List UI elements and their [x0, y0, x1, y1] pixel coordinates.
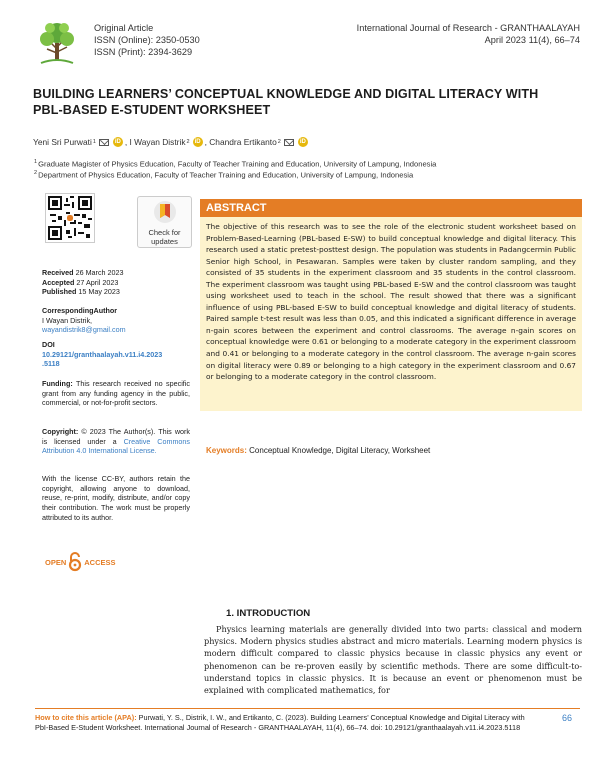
check-for-updates-badge[interactable]: Check for updates [137, 196, 192, 248]
open-access-text-a: OPEN [45, 557, 67, 567]
doi-link[interactable]: 10.29121/granthaalayah.v11.i4.2023 .5118 [42, 349, 163, 369]
article-title: BUILDING LEARNERS’ CONCEPTUAL KNOWLEDGE AND DIGITAL LITERACY WITH PBL-BASED E-STUDENT WORKSHEET [33, 87, 539, 117]
issn-online: ISSN (Online): 2350-0530 [94, 35, 200, 45]
email-icon[interactable] [99, 139, 109, 146]
corresponding-author: CorrespondingAuthor I Wayan Distrik, wayandistrik8@gmail.com [42, 306, 190, 335]
dates-block: Received 26 March 2023 Accepted 27 April 2023 Published 15 May 2023 [42, 268, 124, 297]
copyright-block: Copyright: © 2023 The Author(s). This work is licensed under a Creative Commons Attribution 4.0 International License. [42, 427, 191, 456]
open-access-text-b: ACCESS [84, 557, 116, 567]
doi-block: DOI 10.29121/granthaalayah.v11.i4.2023 .5118 [42, 340, 190, 369]
citation-block [35, 713, 535, 734]
abstract-heading: ABSTRACT [200, 199, 582, 217]
keywords-text: Conceptual Knowledge, Digital Literacy, Worksheet [249, 446, 431, 455]
section-heading-introduction: 1. INTRODUCTION [226, 608, 311, 619]
footer-divider [35, 708, 580, 709]
affiliation-2: $^2$Department of Physics Education, Faculty of Teacher Training and Education, University of Lampung, Indonesia [34, 170, 414, 180]
abstract-text: The objective of this research was to see the role of the electronic student worksheet based on Problem-Based-Learning (PBL-based E-SW) to build conceptual knowledge and digital literacy. This research used a static pretest-posttest design. The population was students in Padangcermin Public Senior high School, in Pesawaran. Samples were taken by cluster random sampling, and they consisted of 35 students in the experiment classroom and 35 students in the control classroom. The experiment classroom was taught using PBL-based E-SW and the control classroom was taught using worksheet used to teach in the school. The result showed that there was a significant influence of using PBL-based E-SW to build conceptual knowledge and digital literacy of students. Paired sample t-test result was less than 0.05, and this indicated a significant difference in average n-gain scores between the experiment and control classrooms. The average n-gain scores on conceptual knowledge were 0.61 or belonging to a moderate category in the experiment classroom and 0.41 or belonging to a moderate category in the control classroom. The average n-gain scores on digital literacy were 0.89 or belonging to a high category in the experiment classroom and 0.67 or belonging to a moderate category in the control classroom. [206, 222, 576, 382]
introduction-text: Physics learning materials are generally divided into two parts: classical and modern physics. Modern physics studies abstract and micro materials. Learning modern physics is modern difficult compared to classic physics because in classic physics any event or phenomenon can be re-proven easily by scientific methods. There are some difficult-to-understand topics in classic physics. It is because an event or phenomenon must be explained with complicated mathematics, for [204, 624, 582, 696]
citation-label: How to cite this article (APA): [35, 713, 137, 722]
header-right [357, 22, 580, 46]
email-icon[interactable] [284, 139, 294, 146]
issn-print: ISSN (Print): 2394-3629 [94, 47, 193, 57]
license-link[interactable]: Creative Commons Attribution 4.0 International License. [42, 436, 191, 456]
citation-text: Purwati, Y. S., Distrik, I. W., and Ertikanto, C. (2023). Building Learners’ Conceptual Knowledge and Digital Literacy with PbI-Based E-Student Worksheet. International Journal of Research - GRANTHAALAYAH, 11(4), 66–74. doi: 10.29121/granthaalayah.v11.i4.2023.5118 [35, 713, 525, 733]
orcid-icon[interactable]: iD [299, 139, 306, 145]
page-number: 66 [562, 713, 573, 723]
header-left [94, 22, 200, 58]
issue-info: April 2023 11(4), 66–74 [484, 35, 580, 45]
author-name: , Chandra Ertikanto [204, 137, 277, 147]
orcid-icon[interactable]: iD [114, 139, 121, 145]
article-type: Original Article [94, 23, 154, 33]
qr-code[interactable] [45, 193, 95, 243]
keywords [206, 446, 430, 455]
journal-logo [35, 19, 79, 67]
author-name: Yeni Sri Purwati [33, 137, 92, 147]
author-list: Yeni Sri Purwati 1 iD , I Wayan Distrik 2 iD , Chandra Ertikanto 2 iD [33, 137, 306, 147]
funding-block: Funding: This research received no specific grant from any funding agency in the public, commercial, or not-for-profit sectors. [42, 379, 190, 408]
keywords-label: Keywords: [206, 446, 247, 455]
open-lock-icon [68, 552, 82, 572]
license-text: With the license CC-BY, authors retain the copyright, allowing anyone to download, reuse, re-print, modify, distribute, and/or copy their contribution. The work must be properly attributed to its author. [42, 474, 190, 522]
bookmark-icon [153, 200, 177, 224]
author-name: , I Wayan Distrik [124, 137, 186, 147]
corresponding-email-link[interactable]: wayandistrik8@gmail.com [42, 325, 126, 335]
affiliation-1: $^1$Graduate Magister of Physics Education, Faculty of Teacher Training and Education, University of Lampung, Indonesia [34, 159, 437, 169]
open-access-badge [45, 552, 116, 572]
orcid-icon[interactable]: iD [194, 139, 201, 145]
journal-name: International Journal of Research - GRANTHAALAYAH [356, 23, 580, 33]
